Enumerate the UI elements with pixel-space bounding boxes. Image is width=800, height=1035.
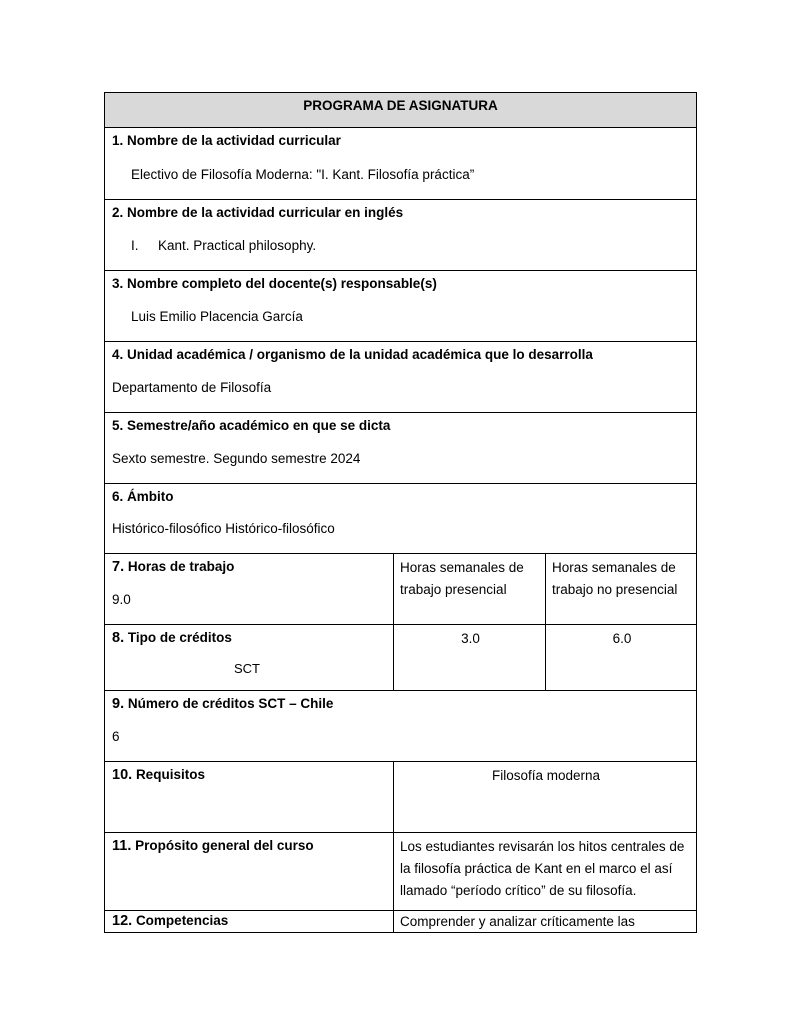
section-1 bbox=[104, 127, 697, 200]
section-11-value: Los estudiantes revisarán los hitos centrales de la filosofía práctica de Kant en el marco el así llamado “período crítico” de su filosofía. bbox=[400, 839, 685, 898]
section-7-label: Horas de trabajo bbox=[127, 559, 235, 574]
section-6-label: 6. Ámbito bbox=[112, 489, 174, 504]
section-8-label: Tipo de créditos bbox=[127, 630, 232, 645]
section-5-value: Sexto semestre. Segundo semestre 2024 bbox=[112, 451, 361, 466]
section-3-label: 3. Nombre completo del docente(s) responsable(s) bbox=[112, 276, 437, 291]
section-4-value: Departamento de Filosofía bbox=[112, 380, 272, 395]
section-11-number: 11. bbox=[112, 838, 132, 854]
section-8-number: 8. bbox=[112, 630, 125, 646]
section-10-value-cell bbox=[393, 761, 697, 833]
section-7 bbox=[104, 553, 394, 625]
section-8-col3-text: 6.0 bbox=[612, 631, 632, 646]
section-6 bbox=[104, 483, 697, 554]
table-title: PROGRAMA DE ASIGNATURA bbox=[104, 92, 697, 128]
section-8-col3 bbox=[545, 624, 697, 691]
section-12-value: Comprender y analizar críticamente las bbox=[400, 914, 635, 929]
section-3 bbox=[104, 270, 697, 342]
section-9 bbox=[104, 690, 697, 762]
section-4 bbox=[104, 341, 697, 413]
section-2-value: Kant. Practical philosophy. bbox=[158, 238, 317, 253]
section-7-col2-text: Horas semanales de trabajo presencial bbox=[400, 560, 524, 597]
section-8-col2-text: 3.0 bbox=[461, 631, 480, 646]
section-11-value-cell bbox=[393, 832, 697, 911]
section-8-value: SCT bbox=[234, 661, 260, 676]
section-12 bbox=[104, 910, 394, 933]
section-6-value: Histórico-filosófico Histórico-filosófico bbox=[112, 521, 335, 536]
section-3-value: Luis Emilio Placencia García bbox=[131, 309, 303, 324]
section-2-label: 2. Nombre de la actividad curricular en inglés bbox=[112, 205, 404, 220]
section-12-number: 12. bbox=[112, 913, 133, 929]
section-5 bbox=[104, 412, 697, 484]
section-12-label: Competencias bbox=[135, 913, 229, 928]
section-9-number: 9. bbox=[112, 696, 125, 712]
section-10-value: Filosofía moderna bbox=[491, 768, 601, 783]
section-7-col2 bbox=[393, 553, 546, 625]
section-1-value: Electivo de Filosofía Moderna: "I. Kant. Filosofía práctica” bbox=[131, 167, 475, 182]
section-10-number: 10. bbox=[112, 767, 133, 783]
section-5-label: 5. Semestre/año académico en que se dicta bbox=[112, 418, 391, 433]
section-7-col3 bbox=[545, 553, 697, 625]
section-10 bbox=[104, 761, 394, 833]
section-7-col3-text: Horas semanales de trabajo no presencial bbox=[552, 560, 678, 597]
section-2 bbox=[104, 199, 697, 271]
section-9-value: 6 bbox=[112, 729, 120, 744]
section-11 bbox=[104, 832, 394, 911]
section-10-label: Requisitos bbox=[135, 767, 205, 782]
section-1-label: 1. Nombre de la actividad curricular bbox=[112, 133, 341, 148]
section-9-label: Número de créditos SCT – Chile bbox=[127, 696, 334, 711]
section-7-value: 9.0 bbox=[112, 592, 131, 607]
section-8 bbox=[104, 624, 394, 691]
section-2-number: I. bbox=[131, 238, 139, 253]
section-7-number: 7. bbox=[112, 559, 125, 575]
section-12-value-cell bbox=[393, 910, 697, 933]
section-11-label: Propósito general del curso bbox=[135, 838, 314, 853]
section-4-label: 4. Unidad académica / organismo de la unidad académica que lo desarrolla bbox=[112, 347, 593, 362]
section-8-col2 bbox=[393, 624, 546, 691]
